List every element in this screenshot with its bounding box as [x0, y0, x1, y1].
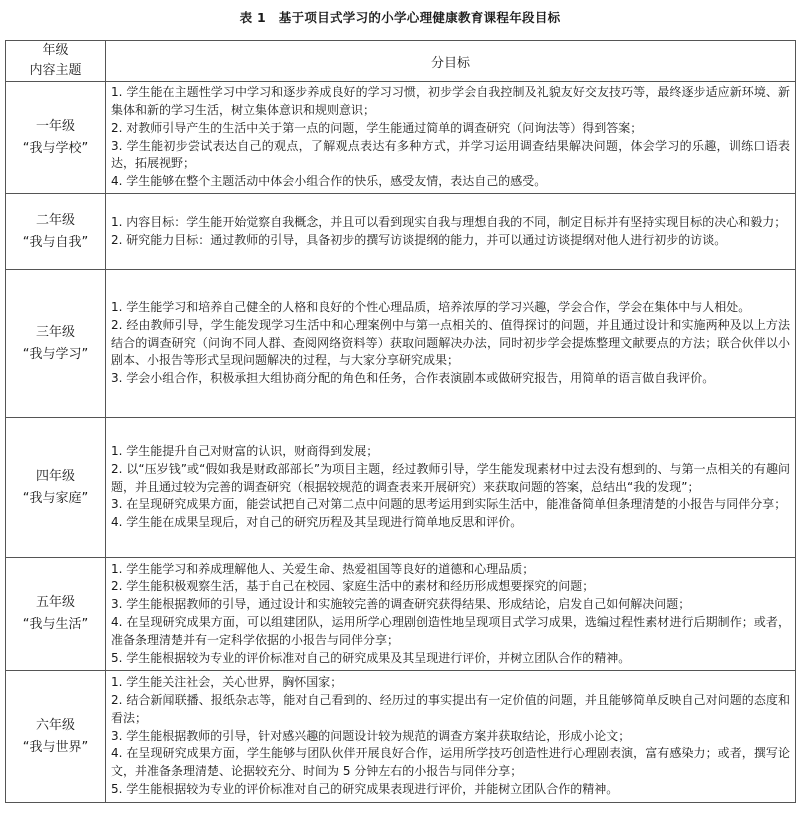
- goals-cell: [106, 418, 796, 558]
- table-row: [6, 558, 796, 671]
- grade-name: 二年级: [35, 212, 75, 228]
- goals-cell: [106, 671, 796, 803]
- goal-item: 4. 学生能够在整个主题活动中体会小组合作的快乐，感受友情，表达自己的感受。: [111, 174, 547, 189]
- grade-cell: [6, 558, 106, 671]
- header-grade-label: 年级: [42, 43, 69, 58]
- goal-item: 3. 学生能根据教师的引导，通过设计和实施较完善的调查研究获得结果、形成结论，启发自己如何解决问题；: [111, 597, 691, 612]
- grade-cell: [6, 418, 106, 558]
- goal-item: 4. 在呈现研究成果方面，学生能够与团队伙伴开展良好合作，运用所学技巧创造性进行心理剧表演，富有感染力；或者，撰写论文，并准备条理清楚、论据较充分、时间为 5 分钟左右的小报告与同伴分享；: [111, 746, 790, 779]
- goal-item: 1. 内容目标：学生能开始觉察自我概念，并且可以看到现实自我与理想自我的不同，制定目标并有坚持实现目标的决心和毅力；: [111, 214, 787, 229]
- grade-cell: [6, 82, 106, 194]
- goal-item: 1. 学生能关注社会，关心世界，胸怀国家；: [111, 675, 343, 690]
- goal-item: 1. 学生能学习和养成理解他人、关爱生命、热爱祖国等良好的道德和心理品质；: [111, 561, 535, 576]
- grade-theme: “我与自我”: [22, 234, 89, 250]
- goal-item: 5. 学生能根据较为专业的评价标准对自己的研究成果表现进行评价，并能树立团队合作的精神。: [111, 781, 619, 796]
- table-row: [6, 671, 796, 803]
- table-header-row: [6, 41, 796, 82]
- grade-name: 六年级: [35, 717, 75, 733]
- goals-table: [5, 40, 796, 803]
- grade-cell: [6, 270, 106, 418]
- goal-item: 2. 对教师引导产生的生活中关于第一点的问题，学生能通过简单的调查研究（问询法等）得到答案；: [111, 120, 643, 135]
- goals-cell: [106, 270, 796, 418]
- grade-cell: [6, 194, 106, 270]
- grade-theme: “我与生活”: [22, 617, 89, 632]
- goal-item: 3. 学生能根据教师的引导，针对感兴趣的问题设计较为规范的调查方案并获取结论，形成小论文；: [111, 728, 631, 743]
- grade-name: 五年级: [35, 595, 75, 610]
- goals-cell: [106, 194, 796, 270]
- goal-item: 2. 以“压岁钱”或“假如我是财政部部长”为项目主题，经过教师引导，学生能发现素材中过去没有想到的、与第一点相关的有趣问题，并且通过较为完善的调查研究（根据较规范的调查表来开展研究）来获取问题的答案，总结出“我的发现”；: [111, 461, 790, 494]
- table-row: [6, 270, 796, 418]
- grade-name: 三年级: [35, 324, 75, 340]
- goal-item: 1. 学生能学习和培养自己健全的人格和良好的个性心理品质，培养浓厚的学习兴趣，学会合作，学会在集体中与人相处。: [111, 300, 751, 314]
- header-grade-theme: [6, 41, 106, 82]
- goal-item: 4. 在呈现研究成果方面，可以组建团队，运用所学心理剧创造性地呈现项目式学习成果，选编过程性素材进行后期制作；或者，准备条理清楚并有一定科学依据的小报告与同伴分享；: [111, 615, 790, 647]
- goal-item: 3. 学会小组合作，积极承担大组协商分配的角色和任务，合作表演剧本或做研究报告，用简单的语言做自我评价。: [111, 371, 715, 386]
- goals-cell: [106, 558, 796, 671]
- table-row: [6, 418, 796, 558]
- header-goals-label: 分目标: [106, 41, 796, 82]
- grade-theme: “我与学校”: [22, 140, 89, 156]
- goal-item: 2. 研究能力目标：通过教师的引导，具备初步的撰写访谈提纲的能力，并可以通过访谈提纲对他人进行初步的访谈。: [111, 232, 727, 247]
- goal-item: 1. 学生能在主题性学习中学习和逐步养成良好的学习习惯，初步学会自我控制及礼貌友好交友技巧等，最终逐步适应新环境、新集体和新的学习生活，树立集体意识和规则意识；: [111, 85, 790, 117]
- grade-name: 一年级: [35, 118, 75, 134]
- goal-item: 2. 结合新闻联播、报纸杂志等，能对自己看到的、经历过的事实提出有一定价值的问题，并且能够简单反映自己对问题的态度和看法；: [111, 693, 790, 725]
- header-theme-label: 内容主题: [29, 63, 82, 78]
- goal-item: 4. 学生能在成果呈现后，对自己的研究历程及其呈现进行简单地反思和评价。: [111, 515, 523, 530]
- grade-theme: “我与家庭”: [22, 490, 89, 506]
- goal-item: 5. 学生能根据较为专业的评价标准对自己的研究成果及其呈现进行评价，并树立团队合作的精神。: [111, 650, 631, 665]
- table-row: [6, 194, 796, 270]
- goals-cell: [106, 82, 796, 194]
- table-row: [6, 82, 796, 194]
- grade-theme: “我与世界”: [22, 739, 89, 755]
- goal-item: 1. 学生能提升自己对财富的认识，财商得到发展；: [111, 444, 379, 458]
- goal-item: 3. 在呈现研究成果方面，能尝试把自己对第二点中问题的思考运用到实际生活中，能准备简单但条理清楚的小报告与同伴分享；: [111, 497, 787, 512]
- goal-item: 2. 经由教师引导，学生能发现学习生活中和心理案例中与第一点相关的、值得探讨的问题，并且通过设计和实施两种及以上方法结合的调查研究（问询不同人群、查阅网络资料等）获取问题解决办法，同时初步学会提炼整理文献要点的方法；联合伙伴以小剧本、小报告等形式呈现问题解决的过程，与大家分享研究成果；: [111, 317, 790, 368]
- goal-item: 3. 学生能初步尝试表达自己的观点，了解观点表达有多种方式，并学习运用调查结果解决问题，体会学习的乐趣，训练口语表达，拓展视野；: [111, 138, 790, 171]
- goal-item: 2. 学生能积极观察生活，基于自己在校园、家庭生活中的素材和经历形成想要探究的问题；: [111, 579, 595, 594]
- grade-cell: [6, 671, 106, 803]
- grade-theme: “我与学习”: [22, 346, 89, 362]
- grade-name: 四年级: [35, 468, 75, 484]
- table-title: 表 1 基于项目式学习的小学心理健康教育课程年段目标: [239, 10, 561, 25]
